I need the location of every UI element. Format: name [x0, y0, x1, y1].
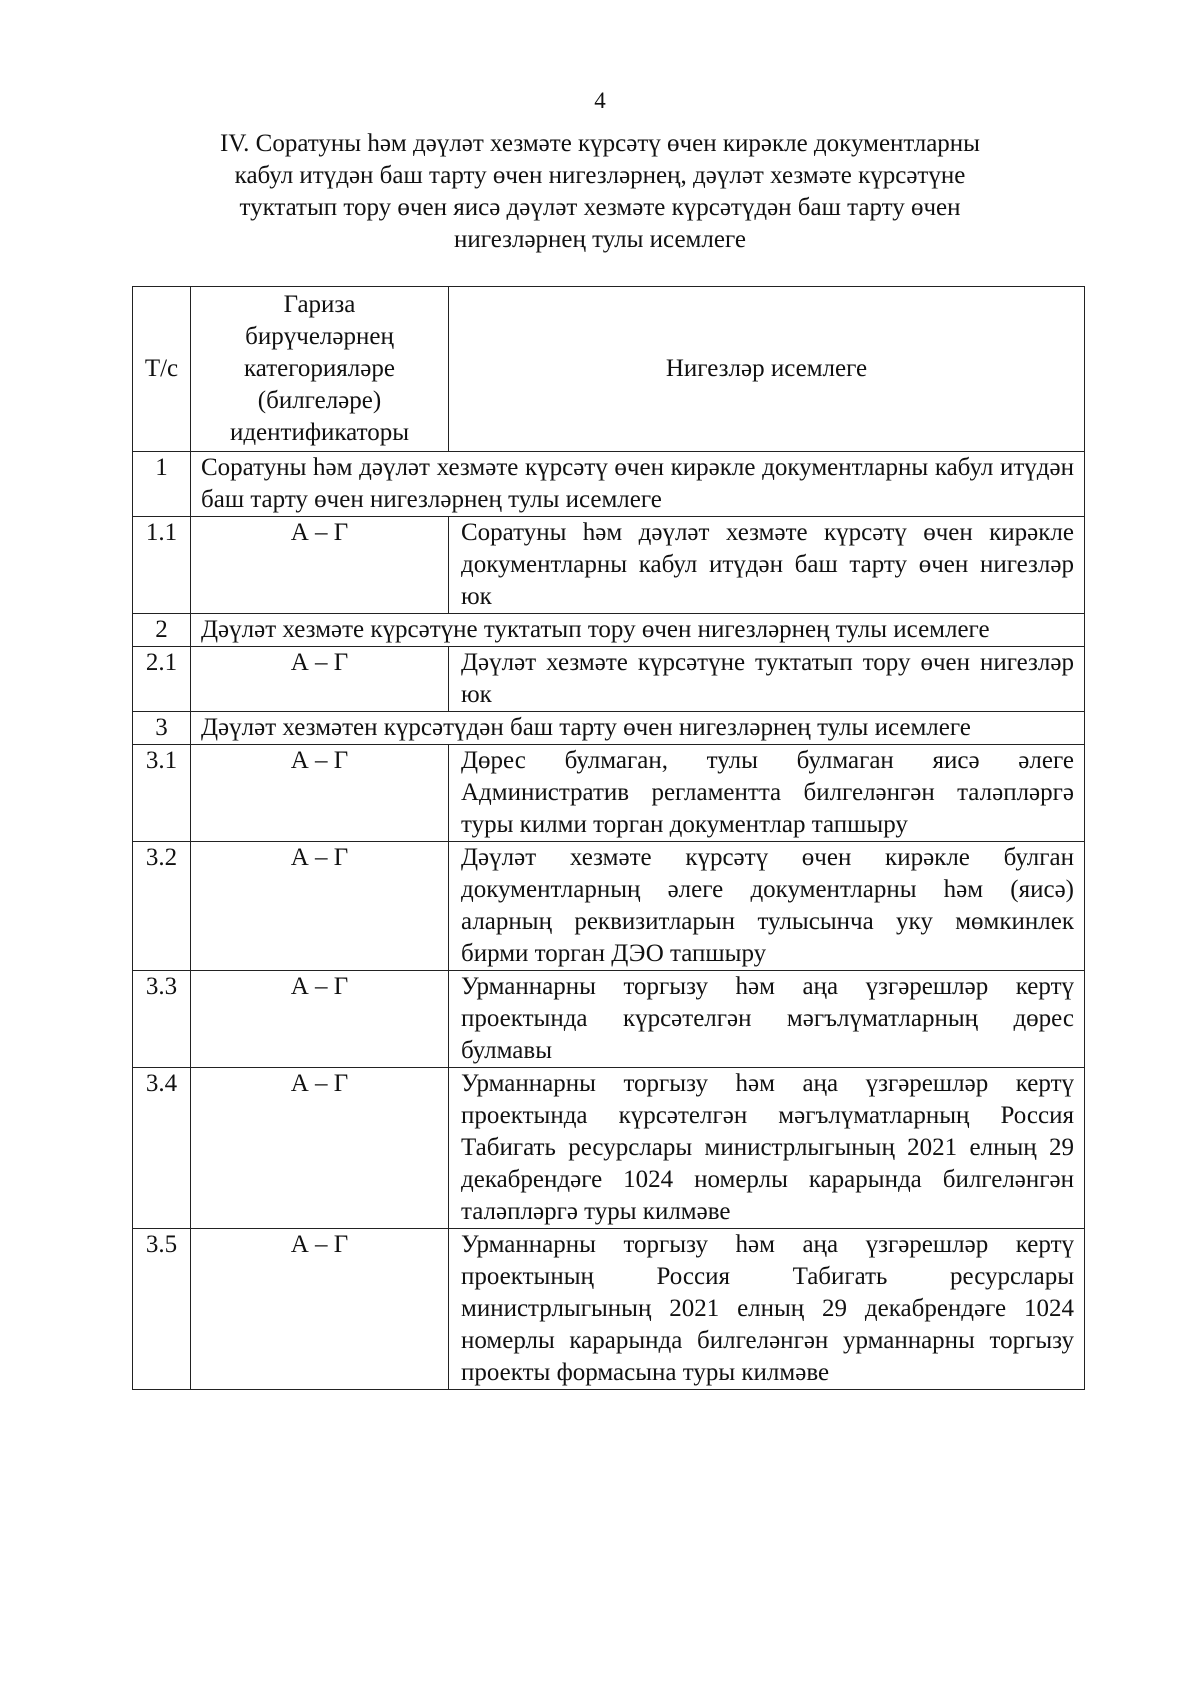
row-category: А – Г	[191, 1068, 449, 1229]
table-row	[133, 517, 1085, 614]
section-title	[140, 128, 1060, 256]
table-row	[133, 647, 1085, 712]
row-number: 3.4	[133, 1068, 191, 1229]
row-category: А – Г	[191, 1229, 449, 1390]
row-number: 3.1	[133, 745, 191, 842]
section-title-line: туктатып тору өчен яисә дәүләт хезмәте күрсәтүдән баш тарту өчен	[239, 194, 961, 221]
row-number: 1	[133, 452, 191, 517]
header-category-line: категорияләре	[244, 355, 395, 382]
table-row	[133, 842, 1085, 971]
header-grounds: Нигезләр исемлеге	[449, 287, 1085, 452]
section-row	[133, 452, 1085, 517]
row-text: Дәүләт хезмәте күрсәтү өчен кирәкле булган документларның әлеге документларны һәм (яисә) аларның реквизитларын тулысынча уку мөмкинлек бирми торган ДЭО тапшыру	[449, 842, 1085, 971]
header-category-line: идентификаторы	[229, 419, 410, 446]
table-row	[133, 971, 1085, 1068]
row-text: Урманнарны торгызу һәм аңа үзгәрешләр кертү проектында күрсәтелгән мәгълүматларның дөрес булмавы	[449, 971, 1085, 1068]
section-text: Дәүләт хезмәтен күрсәтүдән баш тарту өчен нигезләрнең тулы исемлеге	[191, 712, 1085, 745]
section-row	[133, 712, 1085, 745]
row-category: А – Г	[191, 745, 449, 842]
grounds-table	[132, 286, 1085, 1390]
section-title-line: кабул итүдән баш тарту өчен нигезләрнең, дәүләт хезмәте күрсәтүне	[234, 162, 966, 189]
header-category-line: бирүчеләрнең	[245, 323, 394, 350]
row-text: Урманнарны торгызу һәм аңа үзгәрешләр кертү проектында күрсәтелгән мәгълүматларның Россия Табигать ресурслары министрлыгының 2021 елның 29 декабрендәге 1024 номерлы карарында билгеләнгән таләпләргә туры килмәве	[449, 1068, 1085, 1229]
header-number: Т/с	[133, 287, 191, 452]
table-row	[133, 1229, 1085, 1390]
row-text: Урманнарны торгызу һәм аңа үзгәрешләр кертү проектының Россия Табигать ресурслары министрлыгының 2021 елның 29 декабрендәге 1024 номерлы карарында билгеләнгән урманнарны торгызу проекты формасына туры килмәве	[449, 1229, 1085, 1390]
section-text: Дәүләт хезмәте күрсәтүне туктатып тору өчен нигезләрнең тулы исемлеге	[191, 614, 1085, 647]
row-number: 2.1	[133, 647, 191, 712]
row-text: Соратуны һәм дәүләт хезмәте күрсәтү өчен кирәкле документларны кабул итүдән баш тарту өчен нигезләр юк	[449, 517, 1085, 614]
table-row	[133, 1068, 1085, 1229]
section-text: Соратуны һәм дәүләт хезмәте күрсәтү өчен кирәкле документларны кабул итүдән баш тарту өчен нигезләрнең тулы исемлеге	[191, 452, 1085, 517]
row-category: А – Г	[191, 971, 449, 1068]
row-number: 3.2	[133, 842, 191, 971]
page-number: 4	[594, 88, 606, 113]
table-header-row	[133, 287, 1085, 452]
row-category: А – Г	[191, 842, 449, 971]
row-category: А – Г	[191, 517, 449, 614]
header-category	[191, 287, 449, 452]
section-row	[133, 614, 1085, 647]
row-number: 3	[133, 712, 191, 745]
section-title-line: IV. Соратуны һәм дәүләт хезмәте күрсәтү өчен кирәкле документларны	[220, 130, 980, 157]
table-row	[133, 745, 1085, 842]
header-category-line: (билгеләре)	[257, 387, 382, 414]
row-text: Дөрес булмаган, тулы булмаган яисә әлеге Административ регламентта билгеләнгән таләпләргә туры килми торган документлар тапшыру	[449, 745, 1085, 842]
section-title-line: нигезләрнең тулы исемлеге	[454, 226, 746, 253]
row-number: 3.5	[133, 1229, 191, 1390]
header-category-line: Гариза	[283, 291, 356, 318]
row-number: 1.1	[133, 517, 191, 614]
row-number: 3.3	[133, 971, 191, 1068]
row-category: А – Г	[191, 647, 449, 712]
row-text: Дәүләт хезмәте күрсәтүне туктатып тору өчен нигезләр юк	[449, 647, 1085, 712]
row-number: 2	[133, 614, 191, 647]
